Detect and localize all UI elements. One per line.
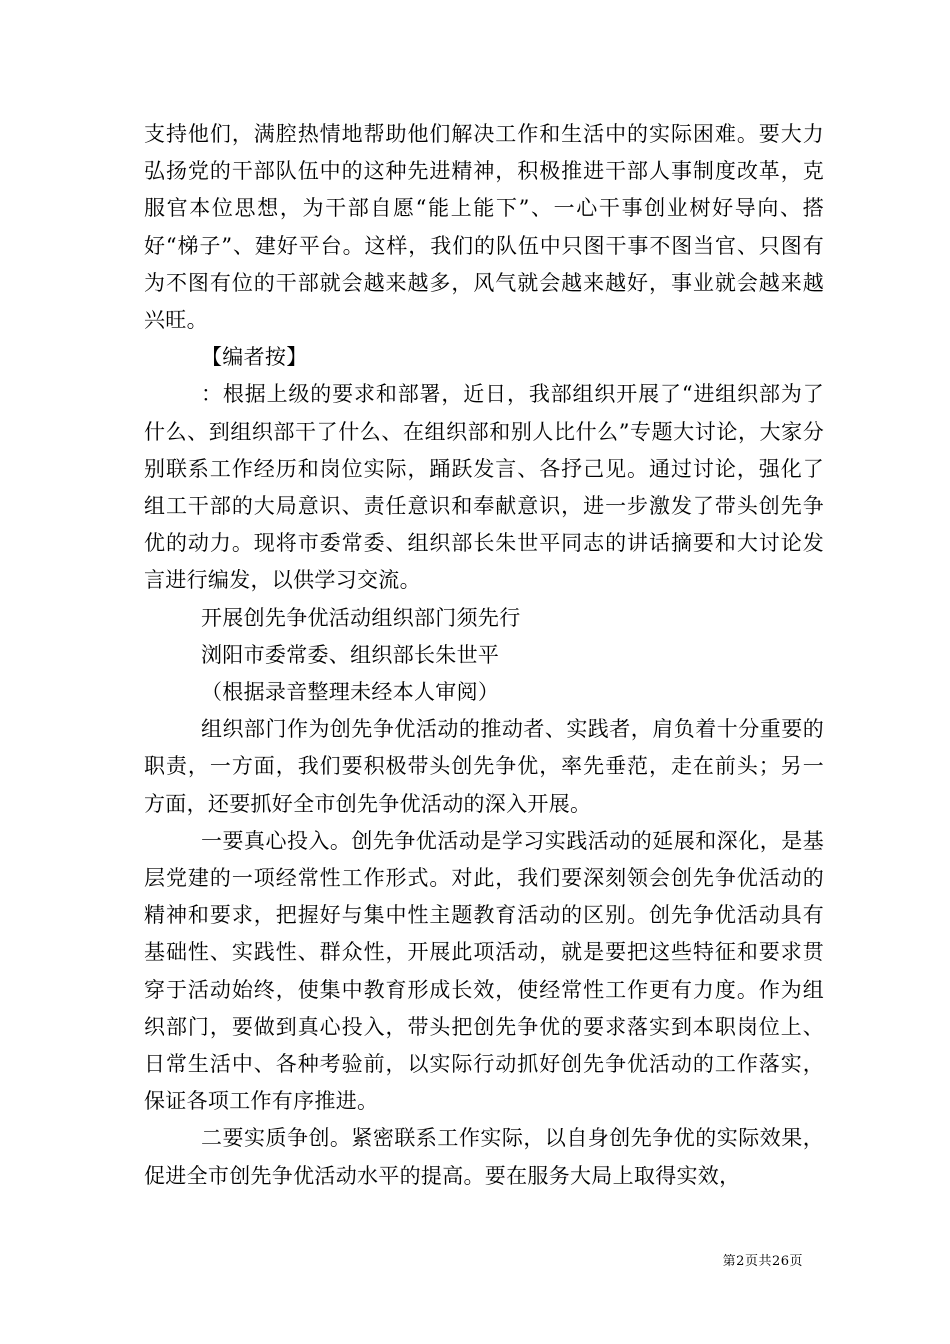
paragraph-continuation: 支持他们，满腔热情地帮助他们解决工作和生活中的实际困难。要大力弘扬党的干部队伍中的这种先进精神，积极推进干部人事制度改革，克服官本位思想，为干部自愿“能上能下”、一心干事创业树好导向、搭好“梯子”、建好平台。这样，我们的队伍中只图干事不图当官、只图有为不图有位的干部就会越来越多，风气就会越来越好，事业就会越来越兴旺。 <box>144 122 824 333</box>
article-note: （根据录音整理未经本人审阅） <box>201 680 500 705</box>
article-author: 浏阳市委常委、组织部长朱世平 <box>201 642 500 667</box>
article-title: 开展创先争优活动组织部门须先行 <box>201 605 521 630</box>
paragraph-intro: 组织部门作为创先争优活动的推动者、实践者，肩负着十分重要的职责，一方面，我们要积极带头创先争优，率先垂范，走在前头；另一方面，还要抓好全市创先争优活动的深入开展。 <box>144 717 824 816</box>
editor-note-heading: 【编者按】 <box>201 345 308 370</box>
page-number-footer: 第2页共26页 <box>722 1254 803 1269</box>
paragraph-point-two: 二要实质争创。紧密联系工作实际，以自身创先争优的实际效果，促进全市创先争优活动水平的提高。要在服务大局上取得实效， <box>144 1126 824 1188</box>
editor-note-body: ：根据上级的要求和部署，近日，我部组织开展了“进组织部为了什么、到组织部干了什么、在组织部和别人比什么”专题大讨论，大家分别联系工作经历和岗位实际，踊跃发言、各抒己见。通过讨论，强化了组工干部的大局意识、责任意识和奉献意识，进一步激发了带头创先争优的动力。现将市委常委、组织部长朱世平同志的讲话摘要和大讨论发言进行编发，以供学习交流。 <box>144 382 824 593</box>
paragraph-point-one: 一要真心投入。创先争优活动是学习实践活动的延展和深化，是基层党建的一项经常性工作形式。对此，我们要深刻领会创先争优活动的精神和要求，把握好与集中性主题教育活动的区别。创先争优活动具有基础性、实践性、群众性，开展此项活动，就是要把这些特征和要求贯穿于活动始终，使集中教育形成长效，使经常性工作更有力度。作为组织部门，要做到真心投入，带头把创先争优的要求落实到本职岗位上、日常生活中、各种考验前，以实际行动抓好创先争优活动的工作落实，保证各项工作有序推进。 <box>144 828 824 1114</box>
document-body <box>144 116 824 1195</box>
